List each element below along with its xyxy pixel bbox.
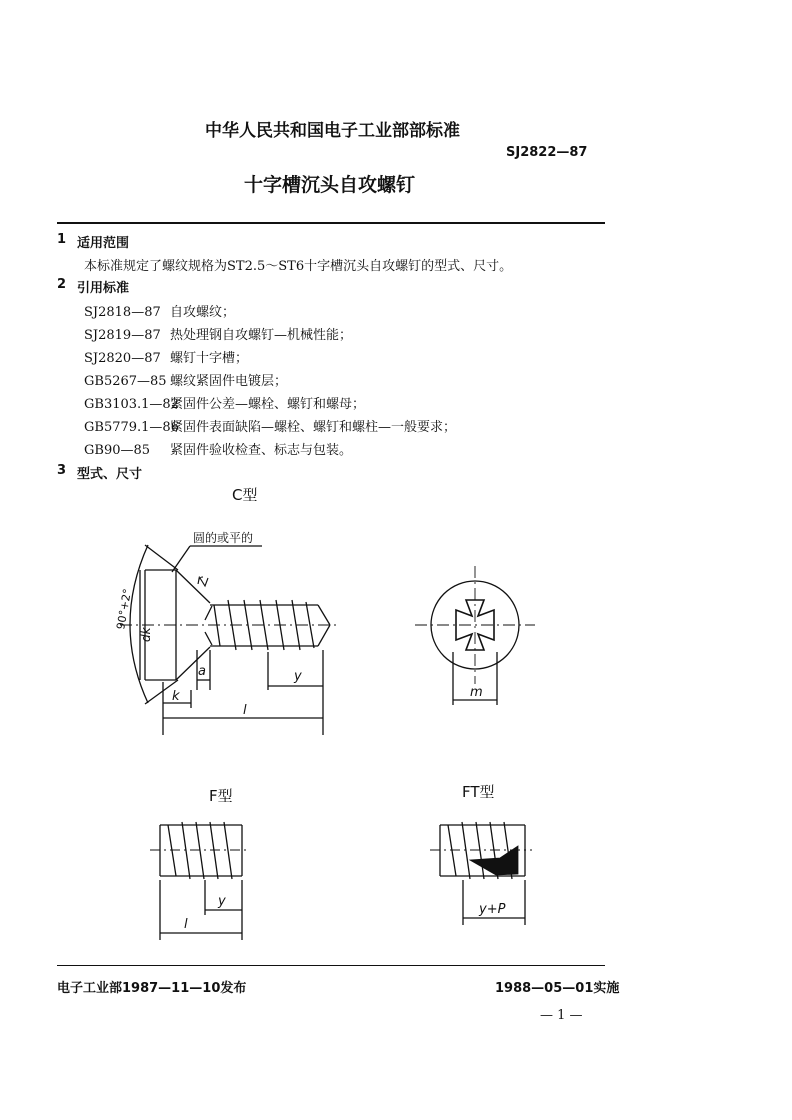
footer-rule bbox=[57, 965, 605, 966]
type-c-label: C型 bbox=[232, 486, 258, 504]
section-3-number: 3 bbox=[57, 463, 67, 478]
type-c-side-view bbox=[120, 545, 340, 735]
dk-label: dk bbox=[139, 627, 153, 642]
r-label: r bbox=[197, 573, 203, 588]
reference-code: GB5779.1—86 bbox=[84, 420, 179, 435]
reference-item bbox=[84, 347, 248, 366]
section-3-title: 型式、尺寸 bbox=[77, 467, 143, 482]
y-label: y bbox=[294, 669, 302, 684]
reference-code: GB90—85 bbox=[84, 443, 151, 458]
standard-number: SJ2822—87 bbox=[506, 145, 588, 160]
reference-item bbox=[84, 393, 365, 412]
reference-name: 紧固件验收检查、标志与包装。 bbox=[170, 443, 353, 458]
screw-technical-drawing bbox=[0, 480, 792, 960]
type-f-label: F型 bbox=[209, 787, 233, 805]
section-1-number: 1 bbox=[57, 232, 67, 247]
reference-code: SJ2818—87 bbox=[84, 305, 161, 320]
reference-code: GB3103.1—82 bbox=[84, 397, 179, 412]
section-1-title: 适用范围 bbox=[77, 236, 130, 251]
type-f-y-label: y bbox=[218, 894, 226, 909]
reference-name: 自攻螺纹； bbox=[170, 305, 236, 320]
reference-item bbox=[84, 301, 235, 320]
reference-item bbox=[84, 370, 287, 389]
page-number: — 1 — bbox=[540, 1008, 583, 1023]
section-1-text: 本标准规定了螺纹规格为ST2.5～ST6十字槽沉头自攻螺钉的型式、尺寸。 bbox=[84, 259, 513, 274]
section-2-number: 2 bbox=[57, 277, 67, 292]
reference-name: 紧固件表面缺陷—螺栓、螺钉和螺柱—一般要求； bbox=[170, 420, 457, 435]
a-label: a bbox=[198, 664, 206, 679]
k-label: k bbox=[172, 689, 180, 704]
reference-item bbox=[84, 324, 352, 343]
section-2-title: 引用标准 bbox=[77, 281, 130, 296]
reference-name: 螺纹紧固件电镀层； bbox=[170, 374, 288, 389]
header-rule bbox=[57, 222, 605, 224]
reference-code: SJ2819—87 bbox=[84, 328, 161, 343]
type-ft-label: FT型 bbox=[462, 783, 495, 801]
l-label: l bbox=[243, 703, 247, 718]
m-label: m bbox=[470, 685, 483, 700]
reference-name: 紧固件公差—螺栓、螺钉和螺母； bbox=[170, 397, 366, 412]
reference-item bbox=[84, 416, 456, 435]
type-f-l-label: l bbox=[184, 917, 188, 932]
type-f-view bbox=[150, 822, 248, 940]
reference-name: 螺钉十字槽； bbox=[170, 351, 249, 366]
angle-label: 90°+2° bbox=[114, 587, 135, 631]
issue-date: 电子工业部1987—11—10发布 bbox=[57, 981, 247, 996]
reference-code: SJ2820—87 bbox=[84, 351, 161, 366]
type-ft-yp-label: y+P bbox=[479, 902, 506, 917]
reference-code: GB5267—85 bbox=[84, 374, 167, 389]
head-note-label: 圆的或平的 bbox=[193, 531, 254, 545]
issuing-authority: 中华人民共和国电子工业部部标准 bbox=[205, 121, 460, 141]
effective-date: 1988—05—01实施 bbox=[495, 981, 620, 996]
reference-item bbox=[84, 439, 352, 458]
reference-name: 热处理钢自攻螺钉—机械性能； bbox=[170, 328, 353, 343]
document-title: 十字槽沉头自攻螺钉 bbox=[244, 174, 416, 196]
